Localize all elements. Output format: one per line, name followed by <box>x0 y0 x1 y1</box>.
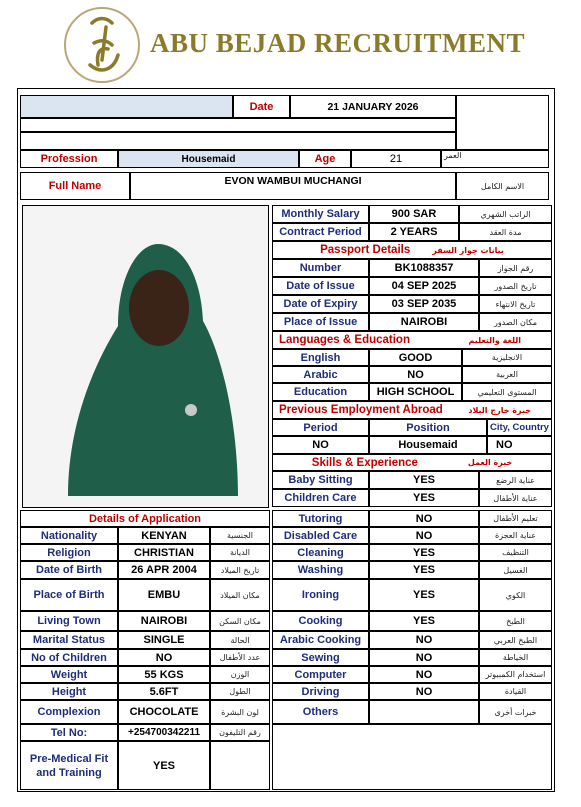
place-of-issue-arabic: مكان الصدور <box>479 313 552 331</box>
detail-value: KENYAN <box>118 527 210 544</box>
detail-arabic: الوزن <box>210 666 270 683</box>
skill-value: YES <box>369 471 479 489</box>
languages-title-arabic: اللغة والتعليم <box>468 335 521 345</box>
age-arabic: العمر <box>441 150 549 168</box>
skill-arabic: استخدام الكمبيوتر <box>479 666 552 683</box>
passport-title: Passport Details <box>320 244 411 256</box>
detail-label: Nationality <box>20 527 118 544</box>
detail-label: Religion <box>20 544 118 561</box>
skill-value <box>369 700 479 724</box>
detail-label: No of Children <box>20 649 118 666</box>
fullname-label: Full Name <box>20 172 130 200</box>
detail-label: Place of Birth <box>20 579 118 611</box>
premedical-label: Pre-Medical Fit and Training <box>20 741 118 790</box>
skill-arabic: الطبخ <box>479 611 552 631</box>
passport-number-arabic: رقم الجواز <box>479 259 552 277</box>
skill-arabic: الطبخ العربي <box>479 631 552 649</box>
expiry-date-label: Date of Expiry <box>272 295 369 313</box>
skill-label: Computer <box>272 666 369 683</box>
detail-arabic: لون البشرة <box>210 700 270 724</box>
arabic-arabic: العربية <box>462 366 552 383</box>
detail-value: CHOCOLATE <box>118 700 210 724</box>
english-value: GOOD <box>369 349 462 366</box>
previous-employment-arabic: خبرة خارج البلاد <box>468 405 531 415</box>
skill-arabic: الغسيل <box>479 561 552 579</box>
date-label: Date <box>233 95 290 118</box>
passport-number-value: BK1088357 <box>369 259 479 277</box>
skill-label: Cleaning <box>272 544 369 561</box>
skills-empty-row <box>272 724 552 790</box>
detail-label: Complexion <box>20 700 118 724</box>
detail-arabic: مكان الميلاد <box>210 579 270 611</box>
detail-value: NO <box>118 649 210 666</box>
date-row-fill <box>20 95 233 118</box>
detail-label: Weight <box>20 666 118 683</box>
previous-employment-label: Previous Employment Abroad <box>279 404 443 416</box>
skill-value: NO <box>369 631 479 649</box>
passport-title-arabic: بيانات جواز السفر <box>432 245 504 255</box>
detail-value: CHRISTIAN <box>118 544 210 561</box>
english-arabic: الانجليزية <box>462 349 552 366</box>
contract-value: 2 YEARS <box>369 223 459 241</box>
education-label: Education <box>272 383 369 401</box>
education-value: HIGH SCHOOL <box>369 383 462 401</box>
fullname-arabic: الاسم الكامل <box>456 172 549 200</box>
skill-value: NO <box>369 683 479 700</box>
place-of-issue-label: Place of Issue <box>272 313 369 331</box>
skill-value: NO <box>369 649 479 666</box>
detail-label: Tel No: <box>20 724 118 741</box>
company-logo <box>62 5 142 85</box>
detail-arabic: الطول <box>210 683 270 700</box>
detail-arabic: مكان السكن <box>210 611 270 631</box>
skills-title: Skills & Experience <box>311 456 418 469</box>
skill-label: Cooking <box>272 611 369 631</box>
languages-section-title <box>272 331 552 349</box>
skills-section-title <box>272 454 552 471</box>
skill-label: Ironing <box>272 579 369 611</box>
detail-value: EMBU <box>118 579 210 611</box>
detail-value: 5.6FT <box>118 683 210 700</box>
detail-value: 26 APR 2004 <box>118 561 210 579</box>
detail-label: Height <box>20 683 118 700</box>
skill-value: NO <box>369 666 479 683</box>
skill-arabic: الكوي <box>479 579 552 611</box>
issue-date-arabic: تاريخ الصدور <box>479 277 552 295</box>
detail-value: +254700342211 <box>118 724 210 741</box>
arabic-value: NO <box>369 366 462 383</box>
profession-label: Profession <box>20 150 118 168</box>
expiry-date-value: 03 SEP 2035 <box>369 295 479 313</box>
skill-value: NO <box>369 510 479 527</box>
profession-value: Housemaid <box>118 150 299 168</box>
age-label: Age <box>299 150 351 168</box>
detail-label: Living Town <box>20 611 118 631</box>
skills-title-arabic: خبرة العمل <box>467 458 513 467</box>
premedical-value: YES <box>118 741 210 790</box>
contract-arabic: مدة العقد <box>459 223 552 241</box>
salary-arabic: الراتب الشهري <box>459 205 552 223</box>
skill-value: YES <box>369 579 479 611</box>
skill-value: YES <box>369 561 479 579</box>
detail-label: Date of Birth <box>20 561 118 579</box>
arabic-label: Arabic <box>272 366 369 383</box>
period-header: Period <box>272 419 369 436</box>
education-arabic: المستوى التعليمي <box>462 383 552 401</box>
age-value: 21 <box>351 150 441 168</box>
city-header: City, Country <box>487 419 552 436</box>
english-label: English <box>272 349 369 366</box>
skill-arabic: عناية الرضع <box>479 471 552 489</box>
detail-value: NAIROBI <box>118 611 210 631</box>
passport-section-title <box>272 241 552 259</box>
position-header: Position <box>369 419 487 436</box>
detail-arabic: الجنسية <box>210 527 270 544</box>
contract-label: Contract Period <box>272 223 369 241</box>
skill-arabic: الخياطة <box>479 649 552 666</box>
detail-label: Marital Status <box>20 631 118 649</box>
detail-arabic: الديانة <box>210 544 270 561</box>
expiry-date-arabic: تاريخ الانتهاء <box>479 295 552 313</box>
position-value: Housemaid <box>369 436 487 454</box>
skill-arabic: التنظيف <box>479 544 552 561</box>
skill-label: Disabled Care <box>272 527 369 544</box>
skill-arabic: القيادة <box>479 683 552 700</box>
detail-arabic: عدد الأطفال <box>210 649 270 666</box>
skill-value: YES <box>369 489 479 507</box>
detail-arabic: الحالة <box>210 631 270 649</box>
date-blank-right <box>456 95 549 150</box>
salary-label: Monthly Salary <box>272 205 369 223</box>
languages-title: Languages & Education <box>279 334 410 346</box>
blank-row-2 <box>20 132 456 150</box>
salary-value: 900 SAR <box>369 205 459 223</box>
skill-label: Driving <box>272 683 369 700</box>
detail-arabic: رقم التليفون <box>210 724 270 741</box>
skill-label: Children Care <box>272 489 369 507</box>
skill-label: Washing <box>272 561 369 579</box>
skill-arabic: عناية الأطفال <box>479 489 552 507</box>
date-value: 21 JANUARY 2026 <box>290 95 456 118</box>
skill-value: YES <box>369 611 479 631</box>
skill-arabic: عناية العجزة <box>479 527 552 544</box>
skill-label: Baby Sitting <box>272 471 369 489</box>
place-of-issue-value: NAIROBI <box>369 313 479 331</box>
skill-arabic: تعليم الأطفال <box>479 510 552 527</box>
applicant-photo <box>22 205 269 508</box>
detail-arabic: تاريخ الميلاد <box>210 561 270 579</box>
skill-label: Others <box>272 700 369 724</box>
issue-date-label: Date of Issue <box>272 277 369 295</box>
period-value: NO <box>272 436 369 454</box>
fullname-value: EVON WAMBUI MUCHANGI <box>130 172 456 200</box>
blank-row <box>20 118 456 132</box>
skill-value: NO <box>369 527 479 544</box>
previous-employment-title <box>272 401 552 419</box>
skill-label: Sewing <box>272 649 369 666</box>
skill-label: Arabic Cooking <box>272 631 369 649</box>
company-name: ABU BEJAD RECRUITMENT <box>150 28 526 58</box>
skill-arabic: خبرات أخرى <box>479 700 552 724</box>
detail-value: SINGLE <box>118 631 210 649</box>
details-title: Details of Application <box>20 510 270 527</box>
premedical-blank <box>210 741 270 790</box>
city-value: NO <box>487 436 552 454</box>
passport-number-label: Number <box>272 259 369 277</box>
skill-label: Tutoring <box>272 510 369 527</box>
issue-date-value: 04 SEP 2025 <box>369 277 479 295</box>
detail-value: 55 KGS <box>118 666 210 683</box>
skill-value: YES <box>369 544 479 561</box>
